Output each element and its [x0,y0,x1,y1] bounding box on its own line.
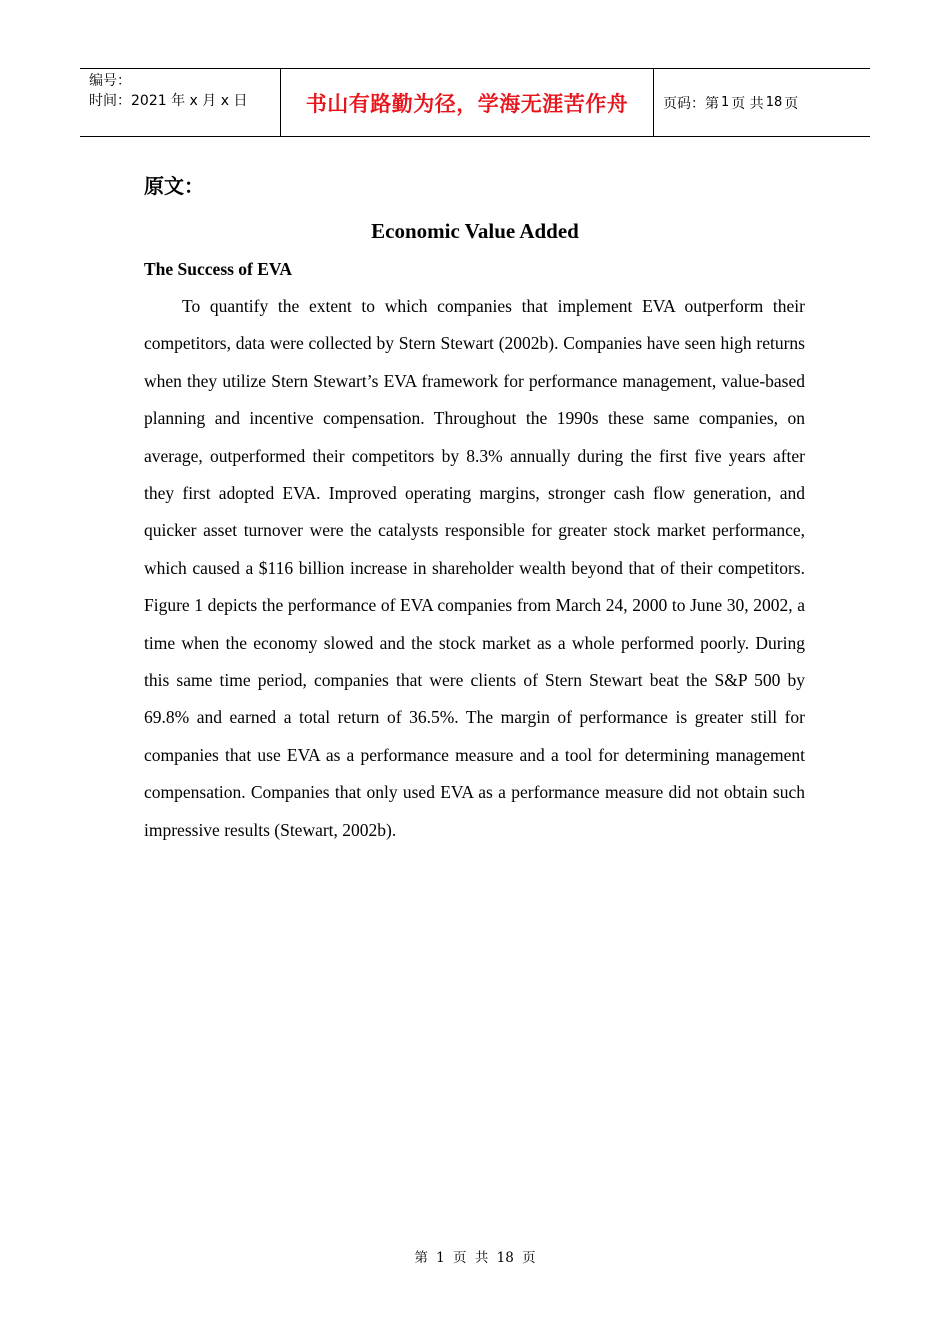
body-paragraph: To quantify the extent to which companies that implement EVA outperform their competitors, data were collected by Stern Stewart (2002b). Companies have seen high returns when they utilize Stern Stewart’s EVA framework for performance management, value-based planning and incentive compensation. Throughout the 1990s these same companies, on average, outperformed their competitors by 8.3% annually during the first five years after they first adopted EVA. Improved operating margins, stronger cash flow generation, and quicker asset turnover were the catalysts responsible for greater stock market performance, which caused a $116 billion increase in shareholder wealth beyond that of their competitors. Figure 1 depicts the performance of EVA companies from March 24, 2000 to June 30, 2002, a time when the economy slowed and the stock market as a whole performed poorly. During this same time period, companies that were clients of Stern Stewart beat the S&P 500 by 69.8% and earned a total return of 36.5%. The margin of performance is greater still for companies that use EVA as a performance measure and a tool for determining management compensation. Companies that only used EVA as a performance measure did not obtain such impressive results (Stewart, 2002b). [144,296,805,840]
page-mid: 页 共 [731,95,764,112]
header-table [80,68,870,137]
section-label: 原文： [144,174,204,198]
document-title: Economic Value Added [371,219,579,243]
header-meta-cell [80,69,281,136]
header-motto: 书山有路勤为径，学海无涯苦作舟 [281,69,654,136]
date-line: 时间：2021 年 x 月 x 日 [89,93,248,109]
page-prefix: 页码：第 [663,95,719,112]
number-label: 编号： [89,73,131,89]
section-subtitle: The Success of EVA [144,259,292,279]
page-current: 1 [721,95,730,110]
page-suffix: 页 [784,95,799,112]
header-page-info [654,69,870,136]
page-total: 18 [765,95,783,110]
page-footer: 第 1 页 共 18 页 [414,1250,536,1266]
